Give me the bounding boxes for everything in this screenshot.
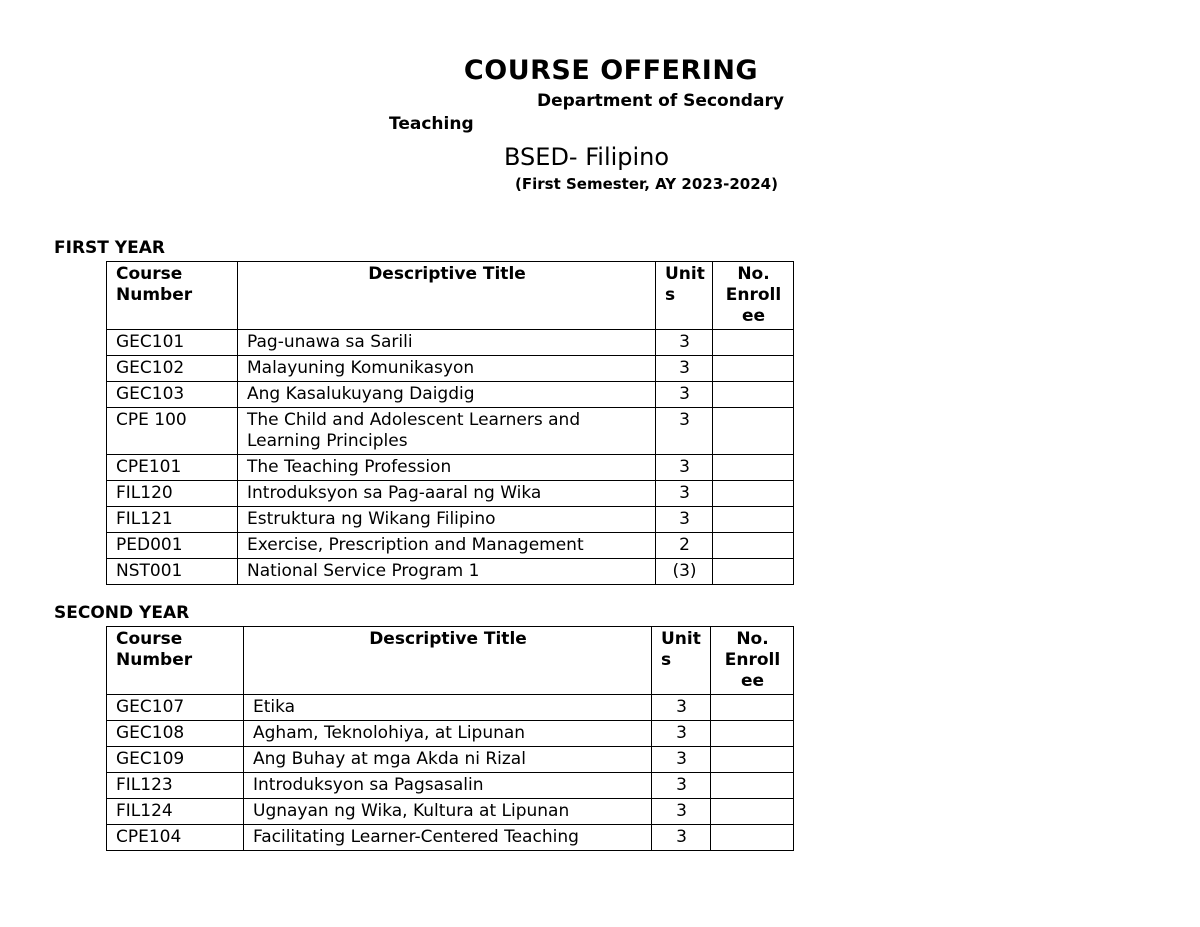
first-year-heading: FIRST YEAR bbox=[54, 238, 165, 258]
course-code: CPE104 bbox=[107, 825, 244, 851]
table-row bbox=[107, 330, 794, 356]
course-units: 3 bbox=[656, 408, 713, 455]
course-title: The Teaching Profession bbox=[238, 455, 656, 481]
semester-label: (First Semester, AY 2023-2024) bbox=[515, 175, 778, 193]
enrollee-count bbox=[711, 825, 794, 851]
table-row bbox=[107, 455, 794, 481]
course-title: Facilitating Learner-Centered Teaching bbox=[244, 825, 652, 851]
table-row bbox=[107, 559, 794, 585]
table-row bbox=[107, 507, 794, 533]
enrollee-count bbox=[713, 408, 794, 455]
course-code: GEC101 bbox=[107, 330, 238, 356]
course-code: GEC108 bbox=[107, 721, 244, 747]
table-row bbox=[107, 721, 794, 747]
col-enrollees: No. Enroll ee bbox=[711, 627, 794, 695]
course-title: National Service Program 1 bbox=[238, 559, 656, 585]
enrollee-count bbox=[713, 330, 794, 356]
course-title: Ugnayan ng Wika, Kultura at Lipunan bbox=[244, 799, 652, 825]
course-units: 3 bbox=[656, 356, 713, 382]
course-title: Introduksyon sa Pag-aaral ng Wika bbox=[238, 481, 656, 507]
col-descriptive-title: Descriptive Title bbox=[244, 627, 652, 695]
course-title: Pag-unawa sa Sarili bbox=[238, 330, 656, 356]
course-title: Agham, Teknolohiya, at Lipunan bbox=[244, 721, 652, 747]
table-row bbox=[107, 773, 794, 799]
enrollee-count bbox=[711, 799, 794, 825]
page-title: COURSE OFFERING bbox=[463, 55, 759, 86]
table-row bbox=[107, 695, 794, 721]
course-units: 3 bbox=[656, 481, 713, 507]
table-row bbox=[107, 799, 794, 825]
course-title: Ang Buhay at mga Akda ni Rizal bbox=[244, 747, 652, 773]
second-year-table bbox=[106, 626, 794, 851]
course-title: The Child and Adolescent Learners and Learning Principles bbox=[238, 408, 656, 455]
table-row bbox=[107, 356, 794, 382]
table-row bbox=[107, 382, 794, 408]
course-units: 3 bbox=[652, 773, 711, 799]
col-course-number: Course Number bbox=[107, 262, 238, 330]
enrollee-count bbox=[713, 382, 794, 408]
enrollee-count bbox=[711, 721, 794, 747]
course-code: GEC107 bbox=[107, 695, 244, 721]
course-title: Introduksyon sa Pagsasalin bbox=[244, 773, 652, 799]
course-code: NST001 bbox=[107, 559, 238, 585]
second-year-heading: SECOND YEAR bbox=[54, 603, 190, 623]
col-units: Unit s bbox=[656, 262, 713, 330]
enrollee-count bbox=[713, 559, 794, 585]
course-units: 3 bbox=[656, 455, 713, 481]
course-units: 3 bbox=[656, 507, 713, 533]
enrollee-count bbox=[713, 533, 794, 559]
course-code: FIL124 bbox=[107, 799, 244, 825]
enrollee-count bbox=[713, 455, 794, 481]
course-code: FIL123 bbox=[107, 773, 244, 799]
col-descriptive-title: Descriptive Title bbox=[238, 262, 656, 330]
course-code: GEC102 bbox=[107, 356, 238, 382]
course-units: 3 bbox=[652, 747, 711, 773]
course-units: 2 bbox=[656, 533, 713, 559]
course-title: Malayuning Komunikasyon bbox=[238, 356, 656, 382]
program-name: BSED- Filipino bbox=[504, 143, 670, 171]
course-code: CPE101 bbox=[107, 455, 238, 481]
enrollee-count bbox=[713, 507, 794, 533]
col-units: Unit s bbox=[652, 627, 711, 695]
course-code: FIL120 bbox=[107, 481, 238, 507]
enrollee-count bbox=[713, 356, 794, 382]
table-header-row bbox=[107, 262, 794, 330]
course-units: 3 bbox=[652, 695, 711, 721]
course-code: GEC109 bbox=[107, 747, 244, 773]
enrollee-count bbox=[711, 695, 794, 721]
enrollee-count bbox=[711, 773, 794, 799]
course-code: GEC103 bbox=[107, 382, 238, 408]
table-row bbox=[107, 747, 794, 773]
course-code: PED001 bbox=[107, 533, 238, 559]
table-header-row bbox=[107, 627, 794, 695]
course-title: Estruktura ng Wikang Filipino bbox=[238, 507, 656, 533]
col-course-number: Course Number bbox=[107, 627, 244, 695]
enrollee-count bbox=[713, 481, 794, 507]
course-units: (3) bbox=[656, 559, 713, 585]
table-row bbox=[107, 533, 794, 559]
course-title: Exercise, Prescription and Management bbox=[238, 533, 656, 559]
course-code: FIL121 bbox=[107, 507, 238, 533]
department-line: Department of Secondary bbox=[537, 91, 784, 111]
enrollee-count bbox=[711, 747, 794, 773]
department-line-continued: Teaching bbox=[389, 114, 474, 134]
table-row bbox=[107, 408, 794, 455]
course-units: 3 bbox=[656, 330, 713, 356]
col-enrollees: No. Enroll ee bbox=[713, 262, 794, 330]
course-title: Ang Kasalukuyang Daigdig bbox=[238, 382, 656, 408]
table-row bbox=[107, 481, 794, 507]
course-units: 3 bbox=[652, 721, 711, 747]
table-row bbox=[107, 825, 794, 851]
course-units: 3 bbox=[652, 825, 711, 851]
course-title: Etika bbox=[244, 695, 652, 721]
course-units: 3 bbox=[652, 799, 711, 825]
course-units: 3 bbox=[656, 382, 713, 408]
first-year-table bbox=[106, 261, 794, 585]
course-code: CPE 100 bbox=[107, 408, 238, 455]
